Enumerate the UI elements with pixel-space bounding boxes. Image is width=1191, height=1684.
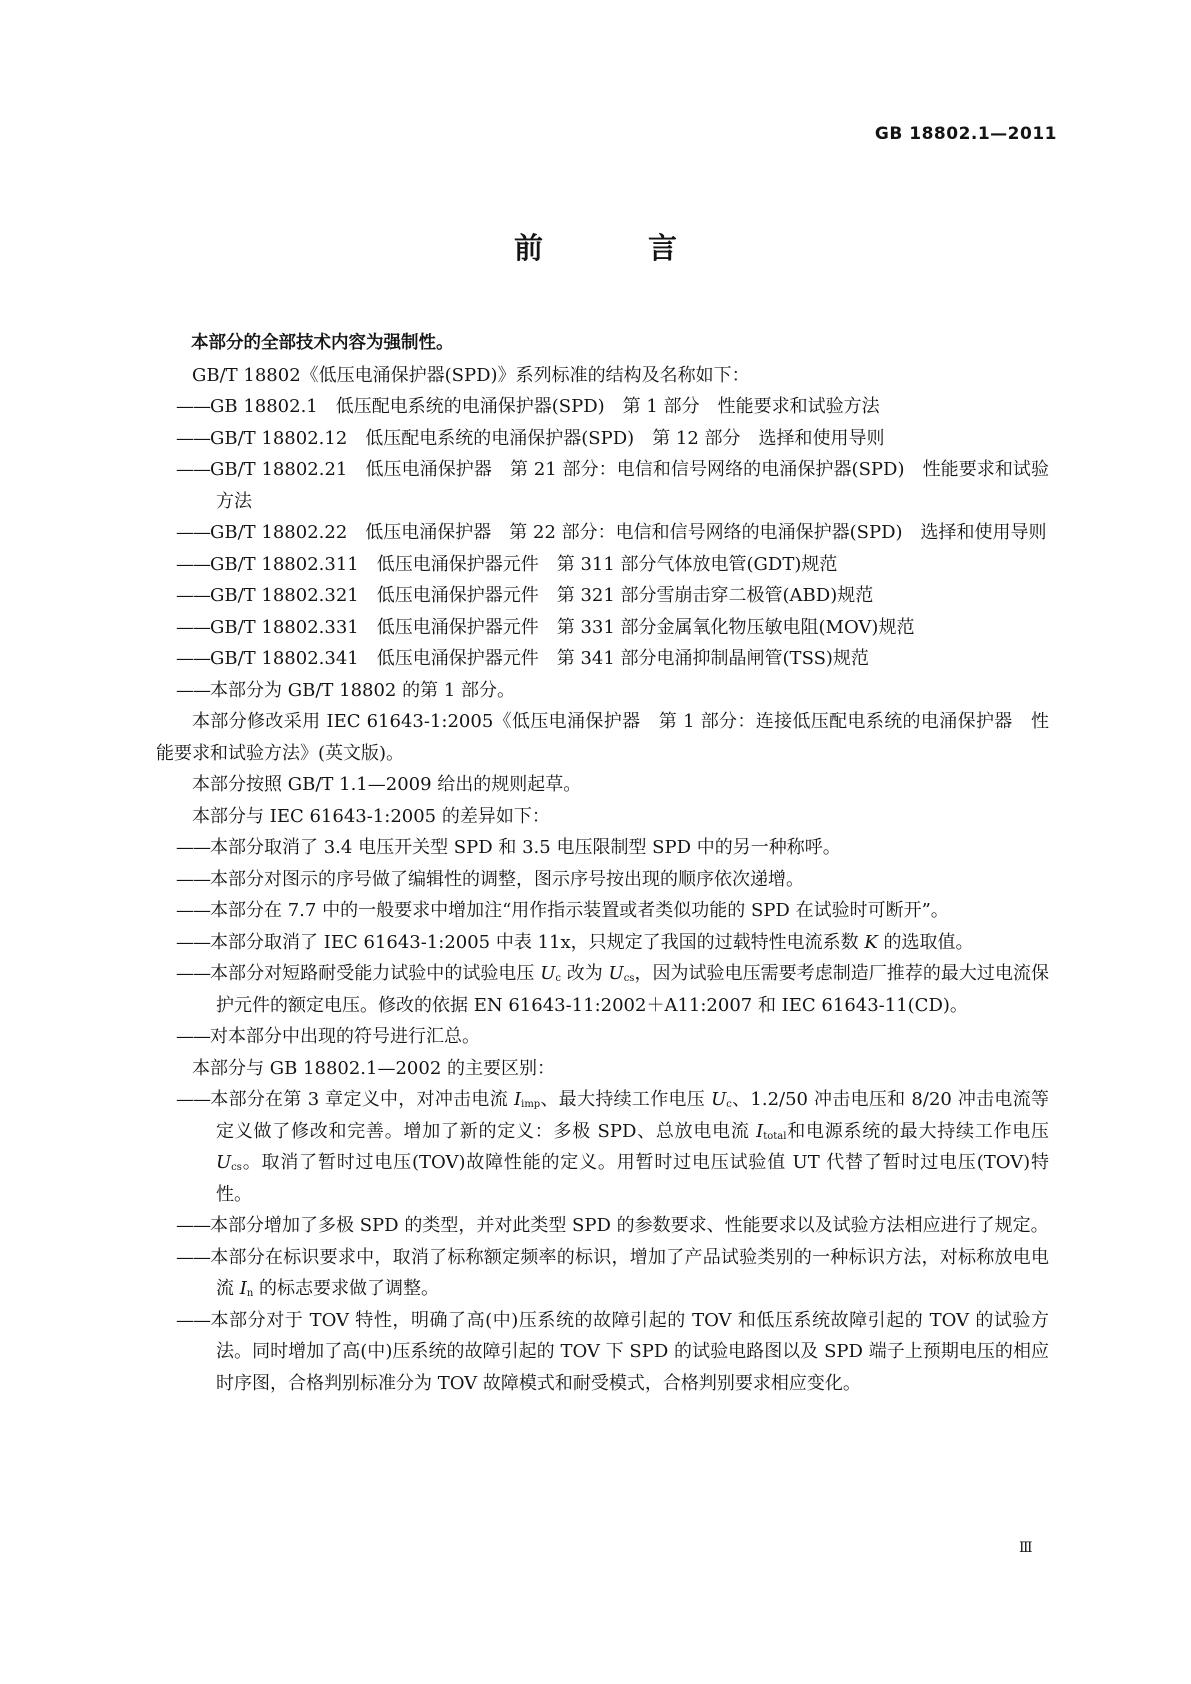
symbol-iimp: I — [514, 1089, 522, 1110]
list-item: ——对本部分中出现的符号进行汇总。 — [176, 1026, 480, 1047]
symbol-uc: U — [540, 963, 556, 984]
list-item: ——GB/T 18802.22 低压电涌保护器 第 22 部分：电信和信号网络的电涌保护器(SPD) 选择和使用导则 — [176, 522, 1047, 543]
list-item: ——本部分取消了 IEC 61643-1:2005 中表 11x，只规定了我国的过载特性电流系数 K 的选取值。 — [176, 931, 974, 953]
gb-differences-intro: 本部分与 GB 18802.1—2002 的主要区别： — [192, 1057, 556, 1079]
dash-marker: —— — [176, 427, 210, 449]
list-item: ——本部分在 7.7 中的一般要求中增加注“用作指示装置或者类似功能的 SPD 在试验时可断开”。 — [176, 900, 949, 921]
dash-marker: —— — [176, 585, 210, 606]
list-item: ——本部分在标识要求中，取消了标称额定频率的标识，增加了产品试验类别的一种标识方法，对标称放电电流 $I_n$ 的标志要求做了调整。 — [176, 1246, 1049, 1299]
list-item: ——本部分对于 TOV 特性，明确了高(中)压系统的故障引起的 TOV 和低压系统故障引起的 TOV 的试验方法。同时增加了高(中)压系统的故障引起的 TOV 下 SPD 的试验电路图以及 SPD 端子上预期电压的相应时序图，合格判别标准分为 TOV 故障模式和耐受模式，合格判别要求相应变化。 — [176, 1309, 1049, 1394]
list-item: ——GB/T 18802.341 低压电涌保护器元件 第 341 部分电涌抑制晶闸管(TSS)规范 — [176, 648, 869, 669]
adoption-statement: 本部分修改采用 IEC 61643-1:2005《低压电涌保护器 第 1 部分：连接低压配电系统的电涌保护器 性能要求和试验方法》(英文版)。 — [156, 711, 1049, 764]
dash-marker: —— — [176, 459, 210, 480]
page-title: 前 言 — [513, 231, 715, 265]
symbol-in: I — [239, 1278, 247, 1299]
list-item: ——GB/T 18802.321 低压电涌保护器元件 第 321 部分雪崩击穿二极管(ABD)规范 — [176, 585, 874, 606]
list-item: ——本部分取消了 3.4 电压开关型 SPD 和 3.5 电压限制型 SPD 中的另一种称呼。 — [176, 837, 841, 858]
symbol-itotal: I — [756, 1120, 764, 1142]
dash-marker: —— — [176, 679, 210, 701]
standard-number: GB 18802.1—2011 — [874, 124, 1057, 144]
dash-marker: —— — [176, 396, 210, 417]
iec-differences-intro: 本部分与 IEC 61643-1:2005 的差异如下： — [192, 805, 550, 827]
list-item: ——GB 18802.1 低压配电系统的电涌保护器(SPD) 第 1 部分 性能要求和试验方法 — [176, 396, 880, 417]
page-number: Ⅲ — [1019, 1540, 1033, 1556]
symbol-ucs: U — [216, 1152, 232, 1173]
dash-marker: —— — [176, 616, 210, 638]
symbol-ucs: U — [608, 963, 624, 984]
dash-marker: —— — [176, 522, 210, 543]
symbol-uc: U — [711, 1089, 727, 1110]
gb-differences-list — [156, 1084, 1049, 1399]
list-item: ——GB/T 18802.12 低压配电系统的电涌保护器(SPD) 第 12 部分 选择和使用导则 — [176, 427, 885, 449]
symbol-k: K — [864, 931, 878, 953]
list-item: ——GB/T 18802.331 低压电涌保护器元件 第 331 部分金属氧化物压敏电阻(MOV)规范 — [176, 616, 915, 638]
mandatory-statement: 本部分的全部技术内容为强制性。 — [191, 333, 454, 353]
foreword-body — [156, 328, 1049, 1399]
list-item: ——本部分对短路耐受能力试验中的试验电压 $U_c$ 改为 $U_{cs}$，因为试验电压需要考虑制造厂推荐的最大过电流保护元件的额定电压。修改的依据 EN 61643-11:2002＋A11:2007 和 IEC 61643-11(CD)。 — [176, 963, 1049, 1016]
drafting-rules: 本部分按照 GB/T 1.1—2009 给出的规则起草。 — [192, 774, 582, 795]
list-item: ——本部分增加了多极 SPD 的类型，并对此类型 SPD 的参数要求、性能要求以及试验方法相应进行了规定。 — [176, 1215, 1049, 1236]
series-list — [156, 391, 1049, 706]
list-item: ——GB/T 18802.311 低压电涌保护器元件 第 311 部分气体放电管(GDT)规范 — [176, 553, 838, 575]
list-item: ——GB/T 18802.21 低压电涌保护器 第 21 部分：电信和信号网络的电涌保护器(SPD) 性能要求和试验方法 — [176, 459, 1049, 512]
list-item: ——本部分在第 3 章定义中，对冲击电流 $I_{imp}$、最大持续工作电压 $U_c$、1.2/50 冲击电压和 8/20 冲击电流等定义做了修改和完善。增加了新的定义：多极 SPD、总放电电流 $I_{total}$和电源系统的最大持续工作电压 $U_{cs}$。取消了暂时过电压(TOV)故障性能的定义。用暂时过电压试验值 UT 代替了暂时过电压(TOV)特性。 — [176, 1089, 1049, 1205]
dash-marker: —— — [176, 553, 210, 575]
dash-marker: —— — [176, 648, 210, 669]
iec-differences-list — [156, 832, 1049, 1053]
list-item: ——本部分为 GB/T 18802 的第 1 部分。 — [176, 679, 515, 701]
series-intro: GB/T 18802《低压电涌保护器(SPD)》系列标准的结构及名称如下： — [192, 364, 750, 386]
list-item: ——本部分对图示的序号做了编辑性的调整，图示序号按出现的顺序依次递增。 — [176, 868, 804, 890]
